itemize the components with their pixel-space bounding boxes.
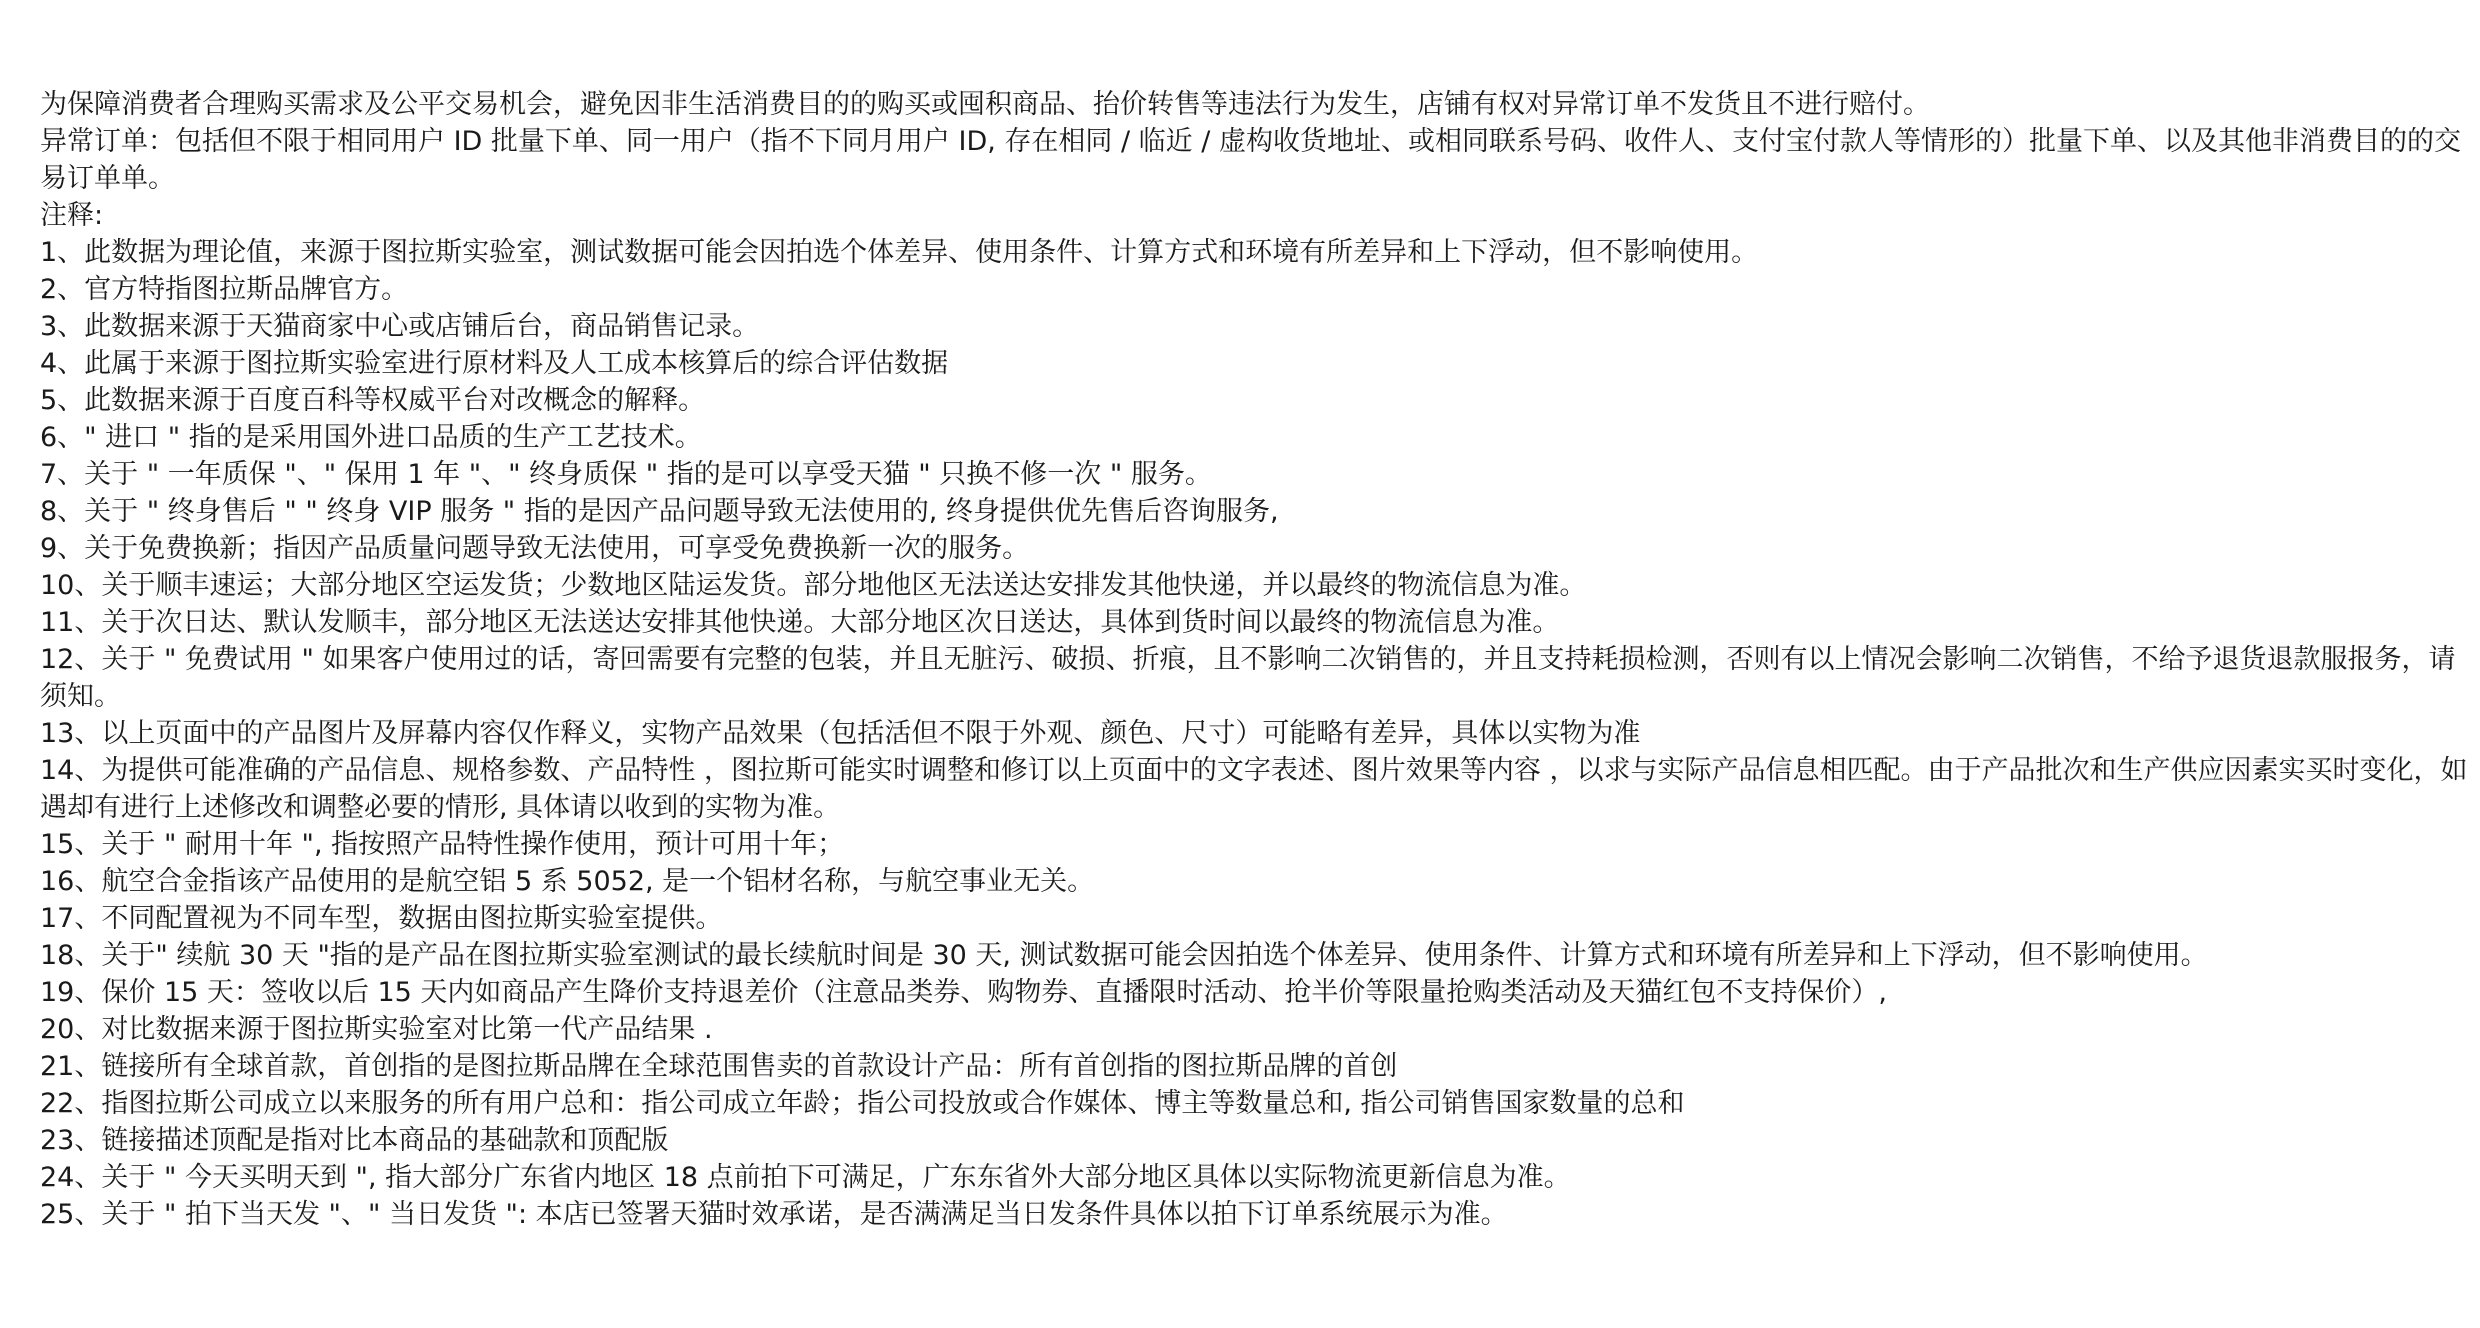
note-item: 6、" 进口 " 指的是采用国外进口品质的生产工艺技术。 [40, 422, 702, 453]
note-item: 22、指图拉斯公司成立以来服务的所有用户总和：指公司成立年龄；指公司投放或合作媒体、博主等数量总和, 指公司销售国家数量的总和 [40, 1088, 1685, 1119]
note-item: 8、关于 " 终身售后 " " 终身 VIP 服务 " 指的是因产品问题导致无法使用的, 终身提供优先售后咨询服务, [40, 496, 1279, 527]
notes-list [40, 234, 2470, 1233]
note-item: 3、此数据来源于天猫商家中心或店铺后台，商品销售记录。 [40, 311, 760, 342]
note-item: 15、关于 " 耐用十年 ", 指按照产品特性操作使用，预计可用十年； [40, 829, 845, 860]
note-item: 24、关于 " 今天买明天到 ", 指大部分广东省内地区 18 点前拍下可满足，广东东省外大部分地区具体以实际物流更新信息为准。 [40, 1162, 1571, 1193]
note-item: 11、关于次日达、默认发顺丰，部分地区无法送达安排其他快递。大部分地区次日送达，具体到货时间以最终的物流信息为准。 [40, 607, 1560, 638]
note-item: 7、关于 " 一年质保 "、" 保用 1 年 "、" 终身质保 " 指的是可以享受天猫 " 只换不修一次 " 服务。 [40, 459, 1212, 490]
note-item: 12、关于 " 免费试用 " 如果客户使用过的话，寄回需要有完整的包装，并且无脏污、破损、折痕，且不影响二次销售的，并且支持耗损检测，否则有以上情况会影响二次销售，不给予退货退款服报务，请须知。 [40, 644, 2456, 712]
note-item: 4、此属于来源于图拉斯实验室进行原材料及人工成本核算后的综合评估数据 [40, 348, 949, 379]
note-item: 23、链接描述顶配是指对比本商品的基础款和顶配版 [40, 1125, 669, 1156]
note-item: 16、航空合金指该产品使用的是航空铝 5 系 5052, 是一个铝材名称，与航空事业无关。 [40, 866, 1095, 897]
notes-label: 注释: [40, 200, 104, 231]
abnormal-order-text: 异常订单：包括但不限于相同用户 ID 批量下单、同一用户（指不下同月用户 ID, 存在相同 / 临近 / 虚构收货地址、或相同联系号码、收件人、支付宝付款人等情形的）批量下单、以及其他非消费目的的交易订单单。 [40, 126, 2461, 194]
note-item: 5、此数据来源于百度百科等权威平台对改概念的解释。 [40, 385, 706, 416]
note-item: 18、关于" 续航 30 天 "指的是产品在图拉斯实验室测试的最长续航时间是 30 天, 测试数据可能会因拍选个体差异、使用条件、计算方式和环境有所差异和上下浮动，但不影响使用。 [40, 940, 2208, 971]
disclaimer-notice [40, 86, 2470, 1233]
note-item: 20、对比数据来源于图拉斯实验室对比第一代产品结果 . [40, 1014, 713, 1045]
intro-text: 为保障消费者合理购买需求及公平交易机会，避免因非生活消费目的的购买或囤积商品、抬价转售等违法行为发生，店铺有权对异常订单不发货且不进行赔付。 [40, 89, 1930, 120]
note-item: 10、关于顺丰速运；大部分地区空运发货；少数地区陆运发货。部分地他区无法送达安排发其他快递，并以最终的物流信息为准。 [40, 570, 1587, 601]
note-item: 1、此数据为理论值，来源于图拉斯实验室，测试数据可能会因拍选个体差异、使用条件、计算方式和环境有所差异和上下浮动，但不影响使用。 [40, 237, 1759, 268]
note-item: 17、不同配置视为不同车型，数据由图拉斯实验室提供。 [40, 903, 723, 934]
note-item: 9、关于免费换新；指因产品质量问题导致无法使用，可享受免费换新一次的服务。 [40, 533, 1030, 564]
note-item: 21、链接所有全球首款，首创指的是图拉斯品牌在全球范围售卖的首款设计产品：所有首创指的图拉斯品牌的首创 [40, 1051, 1398, 1082]
note-item: 14、为提供可能准确的产品信息、规格参数、产品特性 ，图拉斯可能实时调整和修订以上页面中的文字表述、图片效果等内容 ，以求与实际产品信息相匹配。由于产品批次和生产供应因素实买时变化，如遇却有进行上述修改和调整必要的情形, 具体请以收到的实物为准。 [40, 755, 2468, 823]
note-item: 13、以上页面中的产品图片及屏幕内容仅作释义，实物产品效果（包括活但不限于外观、颜色、尺寸）可能略有差异，具体以实物为准 [40, 718, 1641, 749]
note-item: 2、官方特指图拉斯品牌官方。 [40, 274, 409, 305]
note-item: 25、关于 " 拍下当天发 "、" 当日发货 ": 本店已签署天猫时效承诺，是否满满足当日发条件具体以拍下订单系统展示为准。 [40, 1199, 1508, 1230]
note-item: 19、保价 15 天：签收以后 15 天内如商品产生降价支持退差价（注意品类券、购物券、直播限时活动、抢半价等限量抢购类活动及天猫红包不支持保价）, [40, 977, 1887, 1008]
